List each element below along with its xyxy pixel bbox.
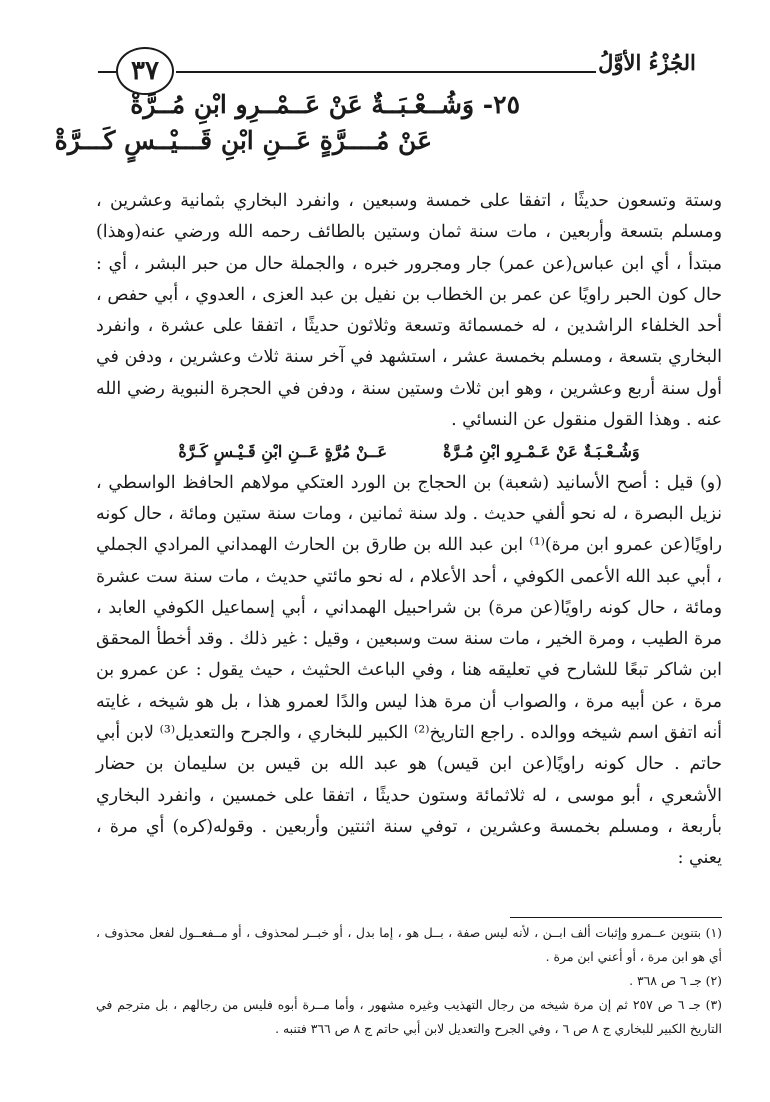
- footnote-3-text: جـ ٦ ص ٢٥٧ ثم إن مرة شيخه من رجال التهذيب وغيره مشهور ، وأما مــرة أبوه فليس من رجالهم ، بل مترجم في التاريخ الكبير للبخاري ج ٨ ص ٦ ، وفي الجرح والتعديل لابن أبي حاتم ج ٨ ص ٣٦٦ فتنبه .: [96, 997, 722, 1036]
- footnotes: [96, 921, 722, 1041]
- inline-verse-hemistich-1: وَشُـعْـبَـةٌ عَنْ عَـمْـرِو ابْنِ مُـرَّةْ: [443, 442, 640, 462]
- inline-verse: [96, 436, 722, 467]
- commentary-text: [96, 186, 722, 875]
- page-header: [98, 44, 698, 94]
- footnote-separator: [510, 917, 722, 918]
- verse-line-2: عَنْ مُــــرَّةٍ عَــنِ ابْنِ قَـــيْــسٍ كَـــرَّةْ: [54, 126, 432, 155]
- paragraph-1: وستة وتسعون حديثًا ، اتفقا على خمسة وسبعين ، وانفرد البخاري بثمانية وعشرين ، ومسلم بتسعة وأربعين ، مات سنة ثمان وستين بالطائف رحمه الله ورضي عنه(وهذا) مبتدأ ، أي ابن عباس(عن عمر) جار ومجرور خبره ، والجملة حال من حبر البشر ، أي : حال كون الحبر راويًا عن عمر بن الخطاب بن نفيل بن عبد العزى ، العدوي ، أبي حفص ، أحد الخلفاء الراشدين ، له خمسمائة وتسعة وثلاثون حديثًا ، اتفقا على عشرة ، وانفرد البخاري بتسعة ، ومسلم بخمسة عشر ، استشهد في آخر سنة ثلاث وعشرين ، ودفن في أول سنة أربع وعشرين ، وهو ابن ثلاث وستين سنة ، ودفن في الحجرة النبوية رضي الله عنه . وهذا القول منقول عن النسائي .: [96, 191, 722, 431]
- footnote-2-text: جـ ٦ ص ٣٦٨ .: [629, 973, 702, 988]
- footnote-2: [96, 969, 722, 993]
- inline-verse-hemistich-2: عَــنْ مُرَّةٍ عَــنِ ابْنِ قَـيْـسٍ كَـرَّةْ: [178, 442, 388, 462]
- running-head: الجُزْءُ الأوَّلُ: [598, 50, 696, 75]
- footnote-3: [96, 993, 722, 1041]
- header-rule-left: [98, 71, 116, 73]
- footnote-2-number: (٢): [705, 973, 722, 988]
- footnote-3-number: (٣): [705, 997, 722, 1012]
- footnote-1-text: بتنوين عــمرو وإثبات ألف ابــن ، لأنه ليس صفة ، بــل هو ، إما بدل ، أو خبــر لمحذوف ، أو مــفعــول لفعل محذوف ، أي هو ابن مرة ، أو أعني ابن مرة .: [96, 925, 722, 964]
- footnote-1-number: (١): [705, 925, 722, 940]
- verse-line-1: ٢٥- وَشُــعْـبَــةٌ عَنْ عَــمْــرِو ابْنِ مُــرَّةْ: [130, 90, 520, 119]
- footnote-1: [96, 921, 722, 969]
- page-number: ٣٧: [116, 47, 174, 95]
- paragraph-2: (و) قيل : أصح الأسانيد (شعبة) بن الحجاج بن الورد العتكي مولاهم الحافظ الواسطي ، نزيل البصرة ، له نحو ألفي حديث . ولد سنة ثمانين ، ومات سنة ستين ومائة ، حال كونه راويًا(عن عمرو ابن مرة)⁽¹⁾ ابن عبد الله بن طارق بن الحارث الهمداني المرادي الجملي ، أبي عبد الله الأعمى الكوفي ، أحد الأعلام ، له نحو مائتي حديث ، مات سنة ست عشرة ومائة ، حال كونه راويًا(عن مرة) بن شراحبيل الهمداني ، أبي إسماعيل الكوفي العابد ، مرة الطيب ، ومرة الخير ، مات سنة ست وسبعين ، وقيل : غير ذلك . وقد أخطأ المحقق ابن شاكر تبعًا للشارح في تعليقه هنا ، وفي الباعث الحثيث ، حيث يقول : عن عمرو بن مرة ، عن أبيه مرة ، والصواب أن مرة هذا ليس والدًا لعمرو هذا ، بل هو شيخه ، غايته أنه اتفق اسم شيخه ووالده . راجع التاريخ⁽²⁾ الكبير للبخاري ، والجرح والتعديل⁽³⁾ لابن أبي حاتم . حال كونه راويًا(عن ابن قيس) هو عبد الله بن قيس بن سليمان بن حضار الأشعري ، أبو موسى ، له ثلاثمائة وستون حديثًا ، اتفقا على خمسين ، وانفرد البخاري بأربعة ، ومسلم بخمسة وعشرين ، توفي سنة اثنتين وأربعين . وقوله(كره) أي مرة ، يعني :: [96, 472, 723, 869]
- header-rule-middle: [176, 71, 596, 73]
